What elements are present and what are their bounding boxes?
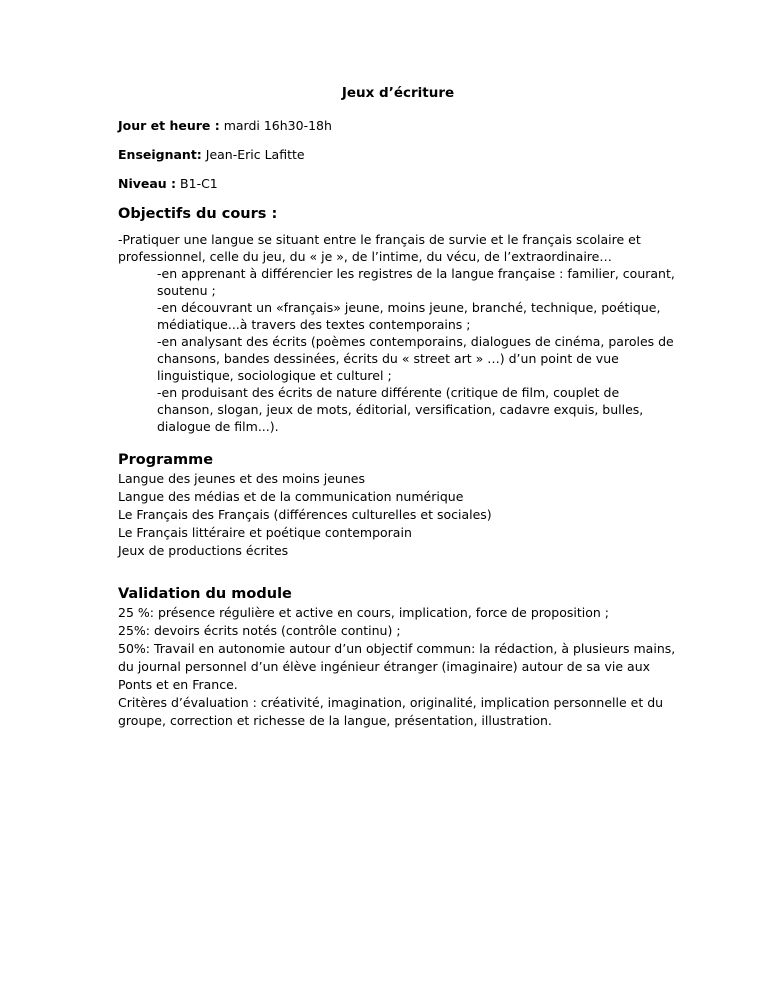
meta-level-value: B1-C1 [176,176,218,191]
meta-level [118,175,678,192]
meta-schedule-value: mardi 16h30-18h [219,118,332,133]
document-page [118,84,678,730]
programme-item: Le Français des Français (différences culturelles et sociales) [118,507,492,522]
programme-item: Langue des jeunes et des moins jeunes [118,471,365,486]
meta-schedule [118,117,678,134]
validation-item: 50%: Travail en autonomie autour d’un objectif commun: la rédaction, à plusieurs mains, du journal personnel d’un élève ingénieur étranger (imaginaire) autour de sa vie aux Ponts et en France. [118,641,676,692]
document-title: Jeux d’écriture [341,85,455,101]
programme-item: Le Français littéraire et poétique contemporain [118,525,412,540]
meta-level-label: Niveau : [118,176,177,191]
meta-teacher [118,146,678,163]
validation-list [118,604,678,730]
validation-item: Critères d’évaluation : créativité, imagination, originalité, implication personnelle et du groupe, correction et richesse de la langue, présentation, illustration. [118,695,664,728]
meta-teacher-value: Jean-Eric Lafitte [201,147,305,162]
validation-item: 25 %: présence régulière et active en cours, implication, force de proposition ; [118,605,609,620]
validation-item: 25%: devoirs écrits notés (contrôle continu) ; [118,623,401,638]
objectifs-intro: -Pratiquer une langue se situant entre le français de survie et le français scolaire et professionnel, celle du jeu, du « je », de l’intime, du vécu, de l’extraordinaire… [118,232,641,264]
objectifs-item: -en apprenant à différencier les registres de la langue française : familier, courant, soutenu ; [157,266,675,298]
objectifs-heading: Objectifs du cours : [118,206,278,222]
objectifs-item: -en analysant des écrits (poèmes contemporains, dialogues de cinéma, paroles de chansons, bandes dessinées, écrits du « street art » …) d’un point de vue linguistique, sociologique et culturel ; [157,334,674,383]
meta-teacher-label: Enseignant: [118,147,202,162]
programme-item: Jeux de productions écrites [118,543,289,558]
meta-schedule-label: Jour et heure : [118,118,220,133]
validation-heading: Validation du module [118,586,292,602]
objectifs-list [118,265,678,435]
programme-list [118,470,678,560]
objectifs-item: -en produisant des écrits de nature différente (critique de film, couplet de chanson, slogan, jeux de mots, éditorial, versification, cadavre exquis, bulles, dialogue de film...). [157,385,644,434]
programme-heading: Programme [118,452,214,468]
objectifs-item: -en découvrant un «français» jeune, moins jeune, branché, technique, poétique, médiatique...à travers des textes contemporains ; [157,300,661,332]
programme-item: Langue des médias et de la communication numérique [118,489,464,504]
